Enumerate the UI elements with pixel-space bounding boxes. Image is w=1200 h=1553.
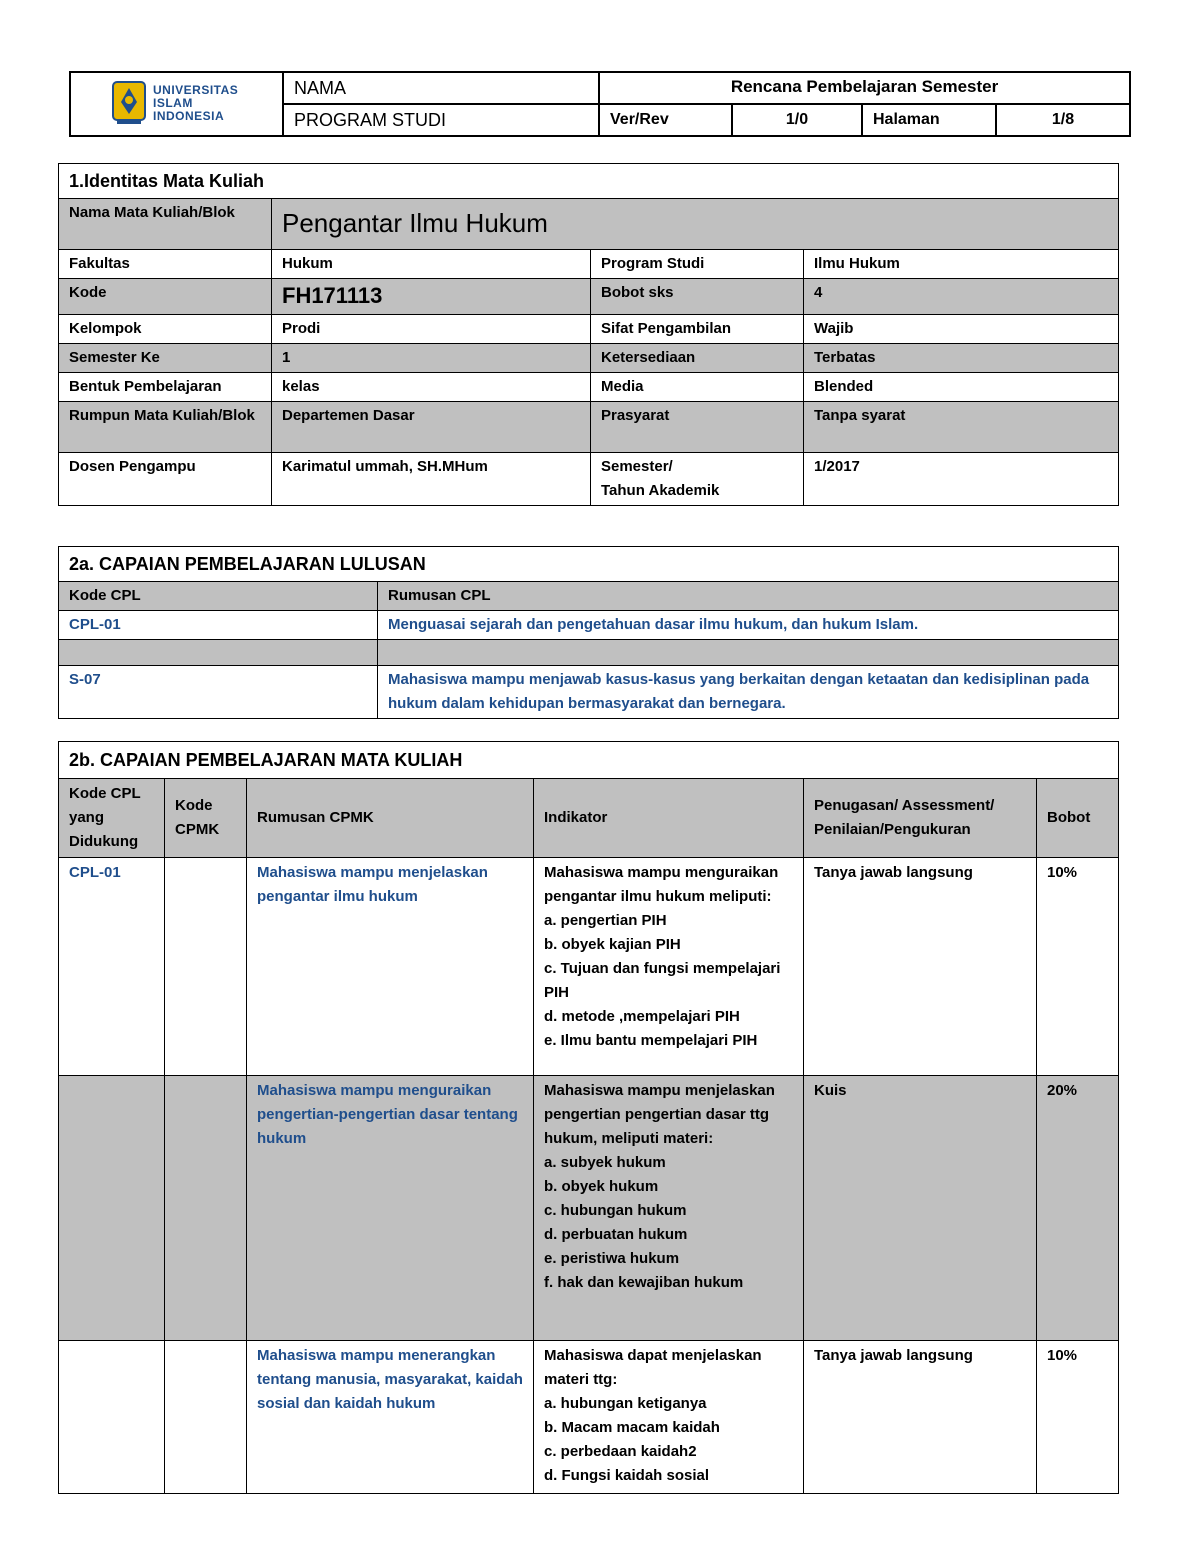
cpl-table bbox=[58, 546, 1119, 719]
cpmk-bobot: 10% bbox=[1037, 858, 1119, 1076]
cpmk-kode bbox=[165, 858, 247, 1076]
ketersediaan-value: Terbatas bbox=[804, 344, 1119, 373]
cpl-kode: CPL-01 bbox=[59, 611, 378, 640]
table-row bbox=[59, 611, 1119, 640]
cpmk-kode-cpl bbox=[59, 1341, 165, 1494]
kode-value: FH171113 bbox=[272, 279, 591, 315]
cpmk-rumusan: Mahasiswa mampu menerangkan tentang manusia, masyarakat, kaidah sosial dan kaidah hukum bbox=[247, 1341, 534, 1494]
cpmk-kode-cpl bbox=[59, 1076, 165, 1341]
tahun-value: 1/2017 bbox=[804, 453, 1119, 506]
table-row bbox=[59, 858, 1119, 1076]
bobot-label: Bobot sks bbox=[591, 279, 804, 315]
cpmk-penugasan: Tanya jawab langsung bbox=[804, 1341, 1037, 1494]
prasyarat-label: Prasyarat bbox=[591, 402, 804, 453]
semester-value: 1 bbox=[272, 344, 591, 373]
sifat-label: Sifat Pengambilan bbox=[591, 315, 804, 344]
media-label: Media bbox=[591, 373, 804, 402]
bentuk-value: kelas bbox=[272, 373, 591, 402]
col-header-indikator: Indikator bbox=[534, 779, 804, 858]
table-row bbox=[59, 1341, 1119, 1494]
logo-line-2: ISLAM bbox=[153, 95, 193, 110]
document-header bbox=[69, 71, 1131, 137]
tahun-label-line-2: Tahun Akademik bbox=[601, 482, 720, 499]
cpmk-table bbox=[58, 741, 1119, 1494]
cpl-rumusan bbox=[378, 640, 1119, 666]
cpmk-indikator: Mahasiswa dapat menjelaskan materi ttg: a. hubungan ketiganya b. Macam macam kaidah c. perbedaan kaidah2 d. Fungsi kaidah sosial bbox=[534, 1341, 804, 1494]
bobot-value: 4 bbox=[804, 279, 1119, 315]
logo-cell bbox=[70, 72, 283, 136]
cpmk-bobot: 20% bbox=[1037, 1076, 1119, 1341]
nama-mk-label: Nama Mata Kuliah/Blok bbox=[59, 199, 272, 250]
rumpun-value: Departemen Dasar bbox=[272, 402, 591, 453]
col-header-rumusan-cpl: Rumusan CPL bbox=[378, 582, 1119, 611]
prasyarat-value: Tanpa syarat bbox=[804, 402, 1119, 453]
doc-title: Rencana Pembelajaran Semester bbox=[599, 72, 1130, 104]
col-header-bobot: Bobot bbox=[1037, 779, 1119, 858]
section-title: 1.Identitas Mata Kuliah bbox=[59, 164, 1119, 199]
prodi-value: Ilmu Hukum bbox=[804, 250, 1119, 279]
cpmk-rumusan: Mahasiswa mampu menjelaskan pengantar ilmu hukum bbox=[247, 858, 534, 1076]
cpl-kode bbox=[59, 640, 378, 666]
cpmk-kode bbox=[165, 1076, 247, 1341]
logo-line-1: UNIVERSITAS bbox=[153, 82, 239, 97]
cpmk-kode bbox=[165, 1341, 247, 1494]
col-header-penugasan: Penugasan/ Assessment/ Penilaian/Pengukuran bbox=[804, 779, 1037, 858]
tahun-label-line-1: Semester/ bbox=[601, 458, 673, 475]
cpmk-rumusan: Mahasiswa mampu menguraikan pengertian-pengertian dasar tentang hukum bbox=[247, 1076, 534, 1341]
program-studi-cell: PROGRAM STUDI bbox=[283, 104, 599, 136]
dosen-value: Karimatul ummah, SH.MHum bbox=[272, 453, 591, 506]
tahun-label bbox=[591, 453, 804, 506]
bentuk-label: Bentuk Pembelajaran bbox=[59, 373, 272, 402]
table-row bbox=[59, 1076, 1119, 1341]
kelompok-value: Prodi bbox=[272, 315, 591, 344]
uii-emblem-icon bbox=[111, 80, 147, 126]
ketersediaan-label: Ketersediaan bbox=[591, 344, 804, 373]
sifat-value: Wajib bbox=[804, 315, 1119, 344]
cpmk-indikator: Mahasiswa mampu menjelaskan pengertian pengertian dasar ttg hukum, meliputi materi: a. subyek hukum b. obyek hukum c. hubungan hukum d. perbuatan hukum e. peristiwa hukum f. hak dan kewajiban hukum bbox=[534, 1076, 804, 1341]
cpl-kode: S-07 bbox=[59, 666, 378, 719]
table-row bbox=[59, 640, 1119, 666]
logo-text bbox=[153, 84, 238, 123]
fakultas-label: Fakultas bbox=[59, 250, 272, 279]
cpmk-penugasan: Tanya jawab langsung bbox=[804, 858, 1037, 1076]
kode-label: Kode bbox=[59, 279, 272, 315]
halaman-value: 1/8 bbox=[996, 104, 1130, 136]
prodi-label: Program Studi bbox=[591, 250, 804, 279]
logo-line-3: INDONESIA bbox=[153, 108, 225, 123]
rumpun-label: Rumpun Mata Kuliah/Blok bbox=[59, 402, 272, 453]
cpmk-bobot: 10% bbox=[1037, 1341, 1119, 1494]
dosen-label: Dosen Pengampu bbox=[59, 453, 272, 506]
university-logo bbox=[79, 77, 274, 129]
cpl-rumusan: Mahasiswa mampu menjawab kasus-kasus yang berkaitan dengan ketaatan dan kedisiplinan pada hukum dalam kehidupan bermasyarakat dan bernegara. bbox=[378, 666, 1119, 719]
cpl-rumusan: Menguasai sejarah dan pengetahuan dasar ilmu hukum, dan hukum Islam. bbox=[378, 611, 1119, 640]
section-title: 2a. CAPAIAN PEMBELAJARAN LULUSAN bbox=[59, 547, 1119, 582]
cpmk-kode-cpl: CPL-01 bbox=[59, 858, 165, 1076]
col-header-rumusan-cpmk: Rumusan CPMK bbox=[247, 779, 534, 858]
nama-mk-value: Pengantar Ilmu Hukum bbox=[272, 199, 1119, 250]
semester-label: Semester Ke bbox=[59, 344, 272, 373]
section-title: 2b. CAPAIAN PEMBELAJARAN MATA KULIAH bbox=[59, 742, 1119, 779]
table-row bbox=[59, 666, 1119, 719]
col-header-kode-cpl: Kode CPL yang Didukung bbox=[59, 779, 165, 858]
fakultas-value: Hukum bbox=[272, 250, 591, 279]
halaman-label: Halaman bbox=[862, 104, 996, 136]
media-value: Blended bbox=[804, 373, 1119, 402]
cpmk-indikator: Mahasiswa mampu menguraikan pengantar ilmu hukum meliputi: a. pengertian PIH b. obyek kajian PIH c. Tujuan dan fungsi mempelajari PIH d. metode ,mempelajari PIH e. Ilmu bantu mempelajari PIH bbox=[534, 858, 804, 1076]
ver-rev-value: 1/0 bbox=[732, 104, 862, 136]
cpmk-penugasan: Kuis bbox=[804, 1076, 1037, 1341]
identitas-table bbox=[58, 163, 1119, 506]
ver-rev-label: Ver/Rev bbox=[599, 104, 732, 136]
nama-cell: NAMA bbox=[283, 72, 599, 104]
col-header-kode-cpmk: Kode CPMK bbox=[165, 779, 247, 858]
col-header-kode-cpl: Kode CPL bbox=[59, 582, 378, 611]
kelompok-label: Kelompok bbox=[59, 315, 272, 344]
